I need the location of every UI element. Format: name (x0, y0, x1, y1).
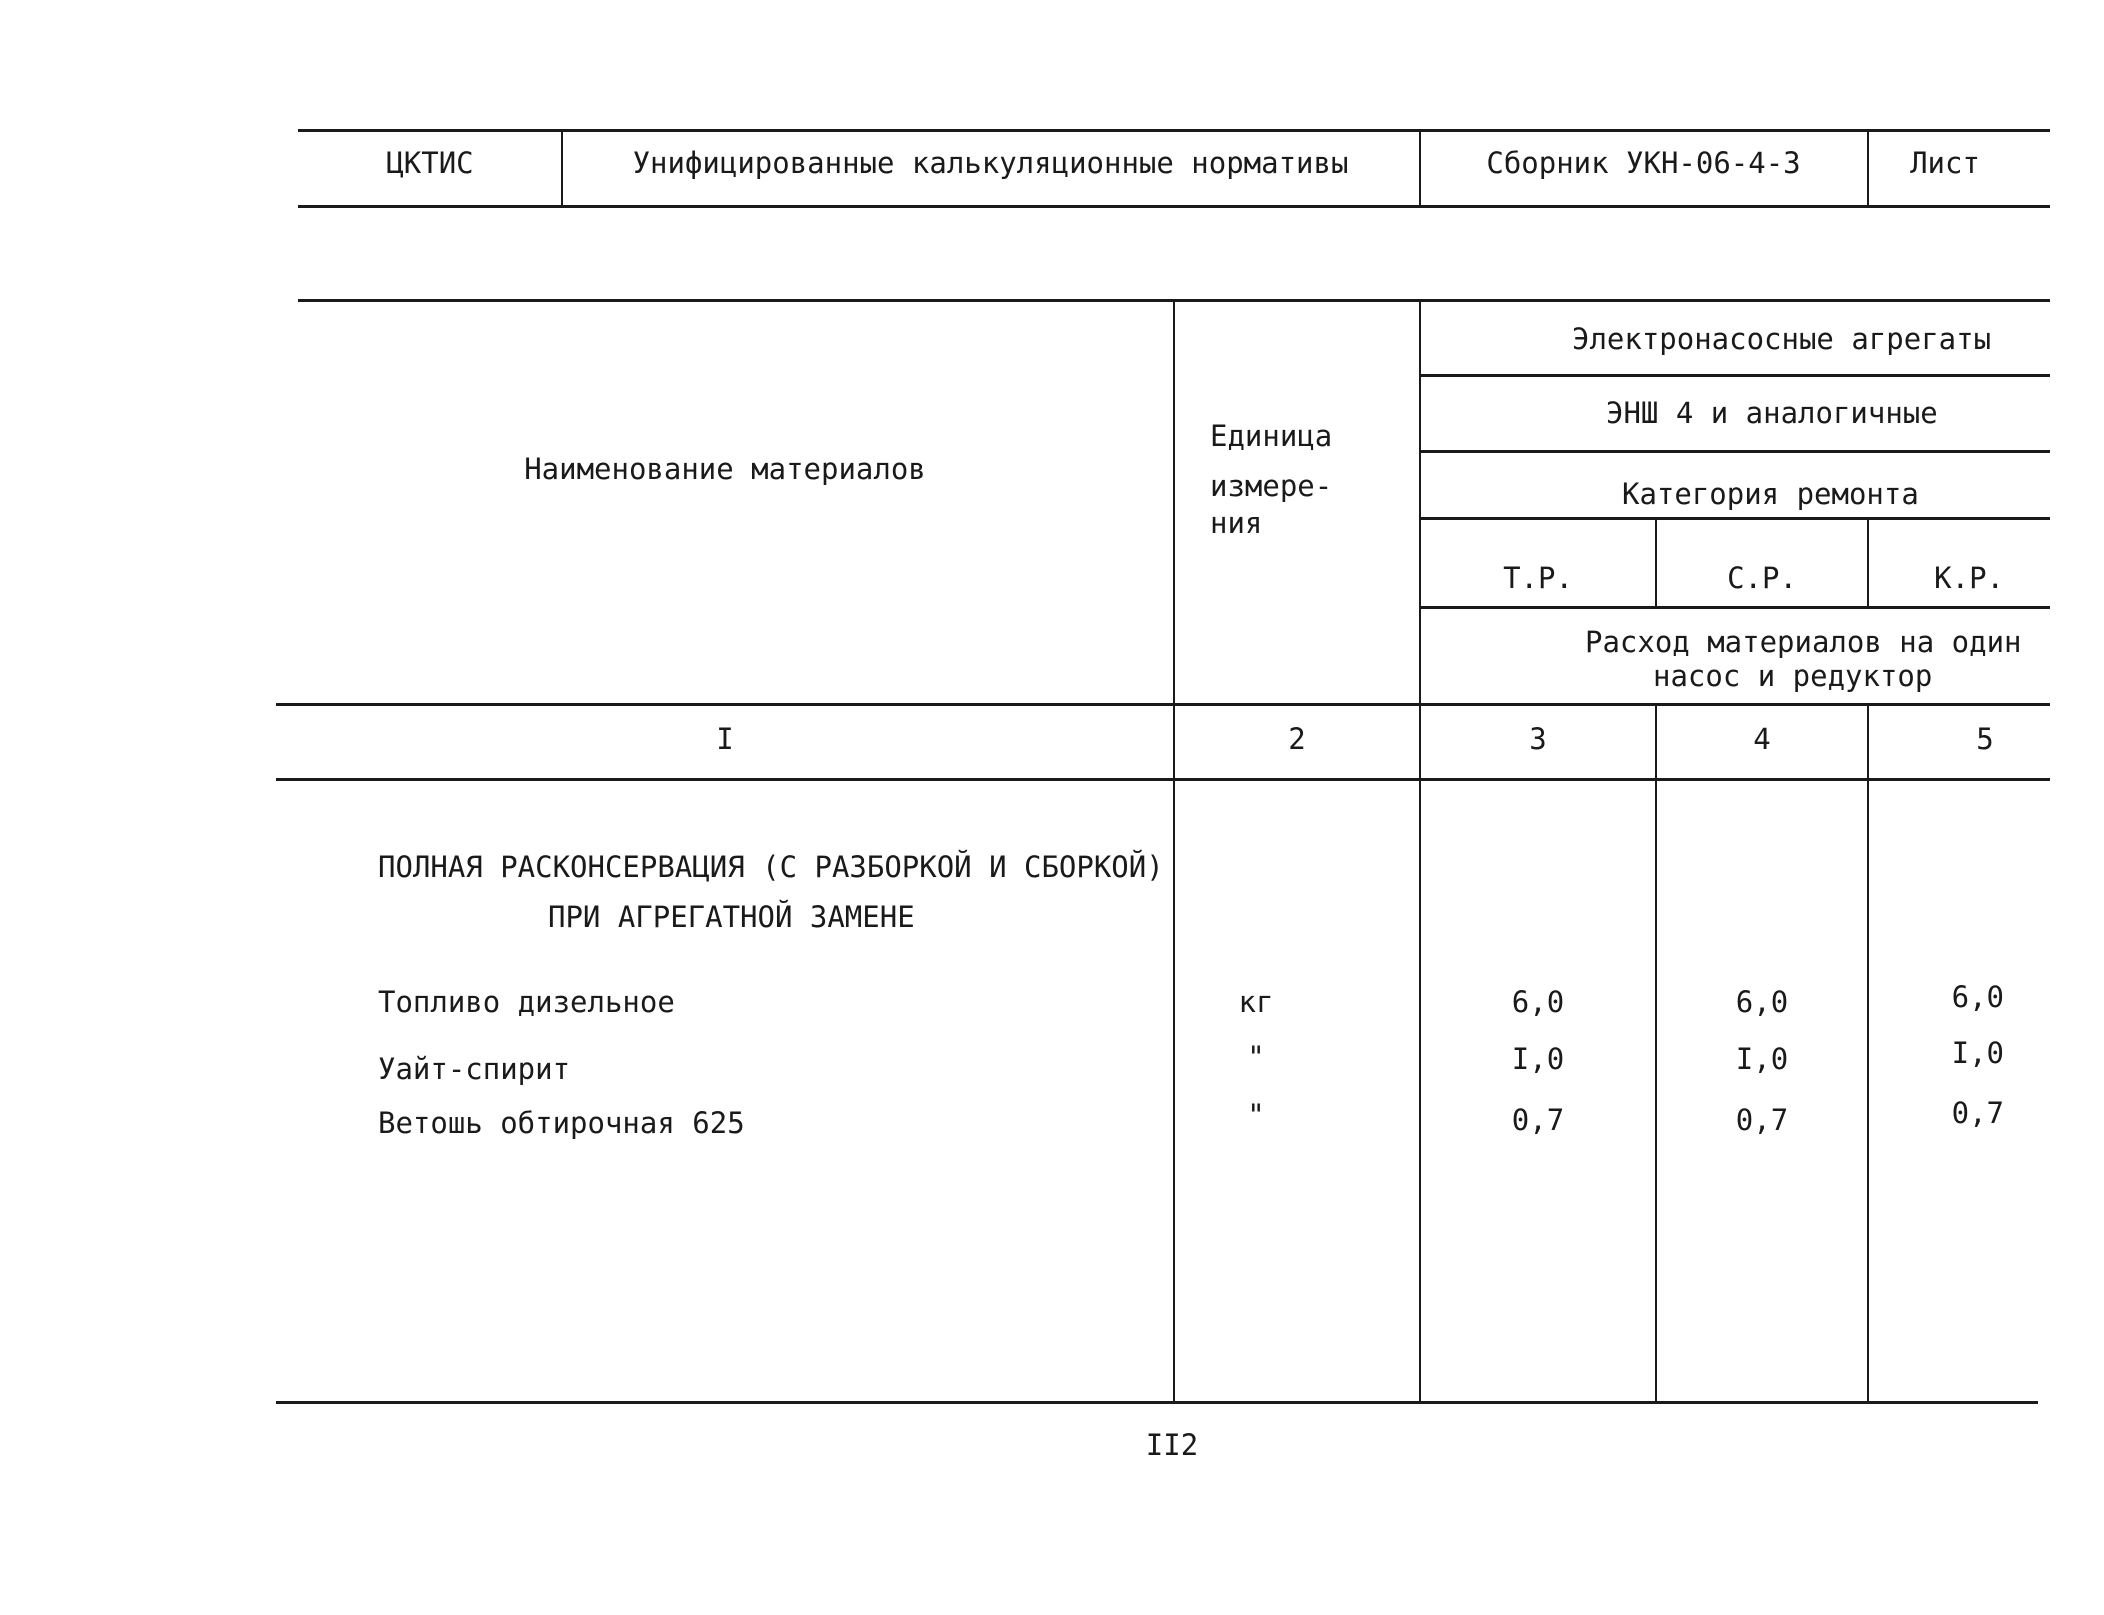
row-unit: " (1247, 1098, 1265, 1132)
header-collection: Сборник УКН-06-4-3 (1486, 146, 1801, 180)
row-value-sr: 6,0 (1735, 985, 1789, 1019)
row-name: Уайт-спирит (378, 1052, 571, 1086)
col-divider-4-5 (1867, 704, 1869, 1402)
header-org: ЦКТИС (386, 146, 474, 180)
rule-under-group (1420, 374, 2050, 377)
repair-type-sr: С.Р. (1727, 561, 1797, 595)
rule-under-model (1420, 450, 2050, 453)
header-sheet-label: Лист (1910, 146, 1980, 180)
rule-under-category (1420, 517, 2050, 520)
category-label: Категория ремонта (1622, 477, 1919, 511)
col-divider-3-4 (1655, 704, 1657, 1402)
row-value-kr: I,0 (1951, 1036, 2004, 1070)
row-value-kr: 6,0 (1951, 980, 2004, 1014)
col-divider-name-unit (1173, 300, 1175, 1402)
col-divider-unit-values (1419, 300, 1421, 1402)
header-divider-2 (1419, 130, 1421, 206)
row-value-sr: 0,7 (1735, 1103, 1789, 1137)
consumption-line-1: Расход материалов на один (1585, 625, 2022, 659)
col-number-2: 2 (1288, 722, 1306, 756)
row-value-tr: I,0 (1511, 1042, 1565, 1076)
consumption-line-2: насос и редуктор (1653, 659, 1933, 693)
header-title: Унифицированные калькуляционные нормативы (632, 146, 1349, 180)
header-row-bottom-rule (276, 703, 2050, 706)
col-divider-tr-sr-head (1655, 518, 1657, 607)
row-value-sr: I,0 (1735, 1042, 1789, 1076)
col-unit-header-line-3: ния (1210, 506, 1263, 540)
col-number-4: 4 (1753, 722, 1771, 756)
row-unit: " (1247, 1040, 1265, 1074)
number-row-bottom-rule (276, 778, 2050, 781)
table-bottom-rule (276, 1401, 2038, 1404)
col-unit-header-line-2: измере- (1210, 469, 1333, 503)
col-number-1: I (716, 722, 734, 756)
repair-type-tr: Т.Р. (1503, 561, 1573, 595)
header-divider-3 (1867, 130, 1869, 206)
col-unit-header-line-1: Единица (1210, 419, 1333, 453)
row-value-tr: 6,0 (1511, 985, 1565, 1019)
section-title-line-1: ПОЛНАЯ РАСКОНСЕРВАЦИЯ (С РАЗБОРКОЙ И СБОРКОЙ) (378, 850, 1164, 884)
row-name: Топливо дизельное (378, 985, 675, 1019)
col-number-3: 3 (1529, 722, 1547, 756)
model-label: ЭНШ 4 и аналогичные (1606, 396, 1938, 430)
row-value-tr: 0,7 (1511, 1103, 1565, 1137)
row-name: Ветошь обтирочная 625 (378, 1106, 745, 1140)
row-unit: кг (1238, 985, 1274, 1019)
page-number: II2 (1145, 1428, 1199, 1462)
col-name-header: Наименование материалов (524, 452, 926, 486)
group-title: Электронасосные агрегаты (1572, 322, 1992, 356)
col-divider-sr-kr-head (1867, 518, 1869, 607)
col-number-5: 5 (1976, 722, 1994, 756)
rule-under-repair-types (1420, 606, 2050, 609)
section-title-line-2: ПРИ АГРЕГАТНОЙ ЗАМЕНЕ (548, 900, 915, 934)
header-divider-1 (561, 130, 563, 206)
repair-type-kr: К.Р. (1934, 561, 2004, 595)
row-value-kr: 0,7 (1951, 1096, 2004, 1130)
